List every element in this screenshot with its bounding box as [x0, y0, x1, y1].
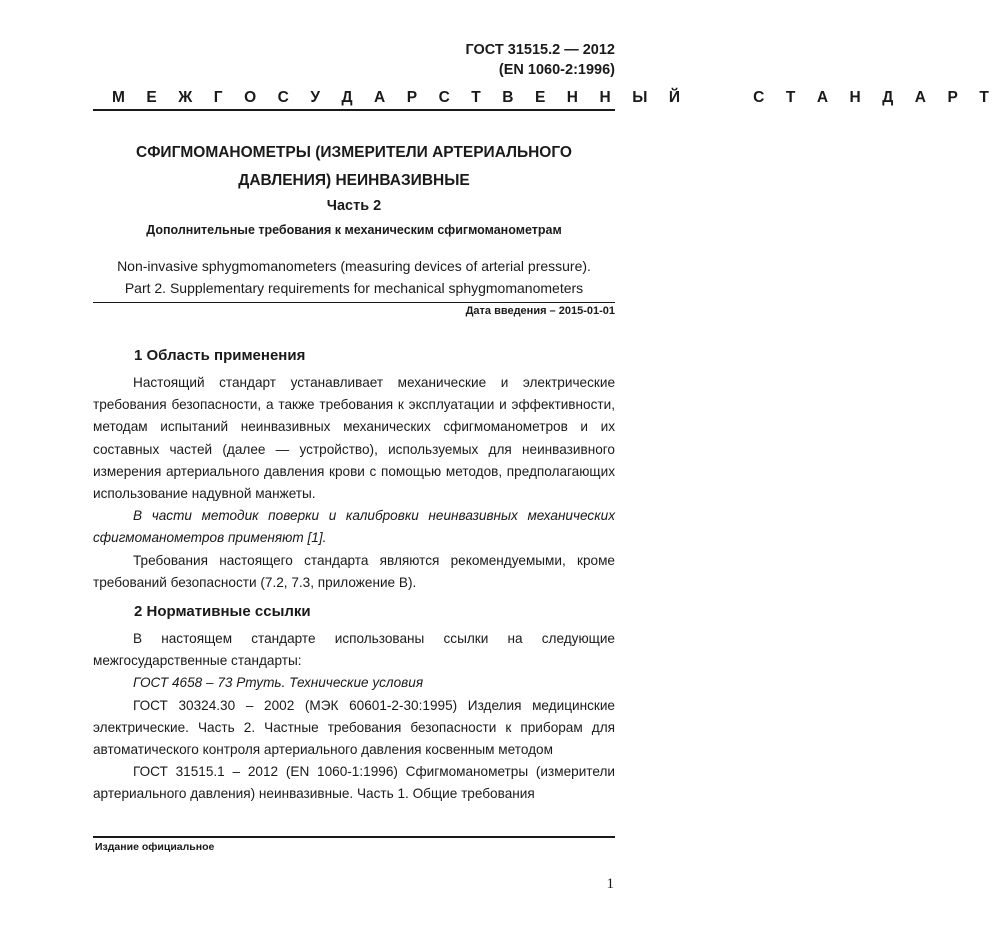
title-rule: [93, 302, 615, 303]
header-rule: [93, 109, 615, 111]
subtitle: Дополнительные требования к механическим сфигмоманометрам: [146, 223, 562, 237]
title-line-1: СФИГМОМАНОМЕТРЫ (ИЗМЕРИТЕЛИ АРТЕРИАЛЬНОГО: [136, 144, 572, 161]
english-title-line-1: Non-invasive sphygmomanometers (measuring devices of arterial pressure).: [117, 258, 591, 274]
section-1-paragraph: Требования настоящего стандарта являются рекомендуемыми, кроме требований безопасности (7.2, 7.3, приложение В).: [93, 552, 615, 590]
en-reference: (EN 1060-2:1996): [498, 62, 615, 78]
section-1-body: [93, 372, 615, 594]
document-designation: ГОСТ 31515.2 — 2012: [465, 42, 615, 58]
reference-item-italic: ГОСТ 4658 – 73 Ртуть. Технические условия: [133, 675, 424, 691]
edition-label: Издание официальное: [95, 841, 215, 853]
reference-item: ГОСТ 31515.1 – 2012 (EN 1060-1:1996) Сфигмоманометры (измерители артериального давления) неинвазивные. Часть 1. Общие требования: [93, 764, 615, 802]
section-1-heading: 1 Область применения: [134, 347, 306, 364]
english-title-line-2: Part 2. Supplementary requirements for mechanical sphygmomanometers: [124, 280, 584, 296]
section-2-heading: 2 Нормативные ссылки: [134, 603, 311, 620]
footer-rule: [93, 836, 615, 838]
title-line-2: ДАВЛЕНИЯ) НЕИНВАЗИВНЫЕ: [238, 172, 470, 189]
introduction-date: Дата введения – 2015-01-01: [465, 305, 615, 317]
part-label: Часть 2: [326, 198, 382, 214]
section-1-paragraph-italic: В части методик поверки и калибровки неинвазивных механических сфигмоманометров применяют [1].: [93, 508, 615, 546]
standard-type-label: М Е Ж Г О С У Д А Р С Т В Е Н Н Ы Й С Т А Н Д А Р Т: [112, 89, 997, 106]
section-2-body: [93, 628, 615, 806]
section-2-paragraph: В настоящем стандарте использованы ссылки на следующие межгосударственные стандарты:: [93, 631, 615, 669]
page-number: 1: [606, 876, 614, 892]
reference-item: ГОСТ 30324.30 – 2002 (МЭК 60601-2-30:1995) Изделия медицинские электрические. Часть 2. Частные требования безопасности к приборам для автоматического контроля артериального давления косвенным методом: [93, 697, 615, 758]
section-1-paragraph: Настоящий стандарт устанавливает механические и электрические требования безопасности, а также требования к эксплуатации и эффективности, методам испытаний неинвазивных механических сфигмоманометров и их составных частей (далее — устройство), используемых для неинвазивного измерения артериального давления крови с помощью методов, предполагающих использование надувной манжеты.: [93, 375, 615, 502]
